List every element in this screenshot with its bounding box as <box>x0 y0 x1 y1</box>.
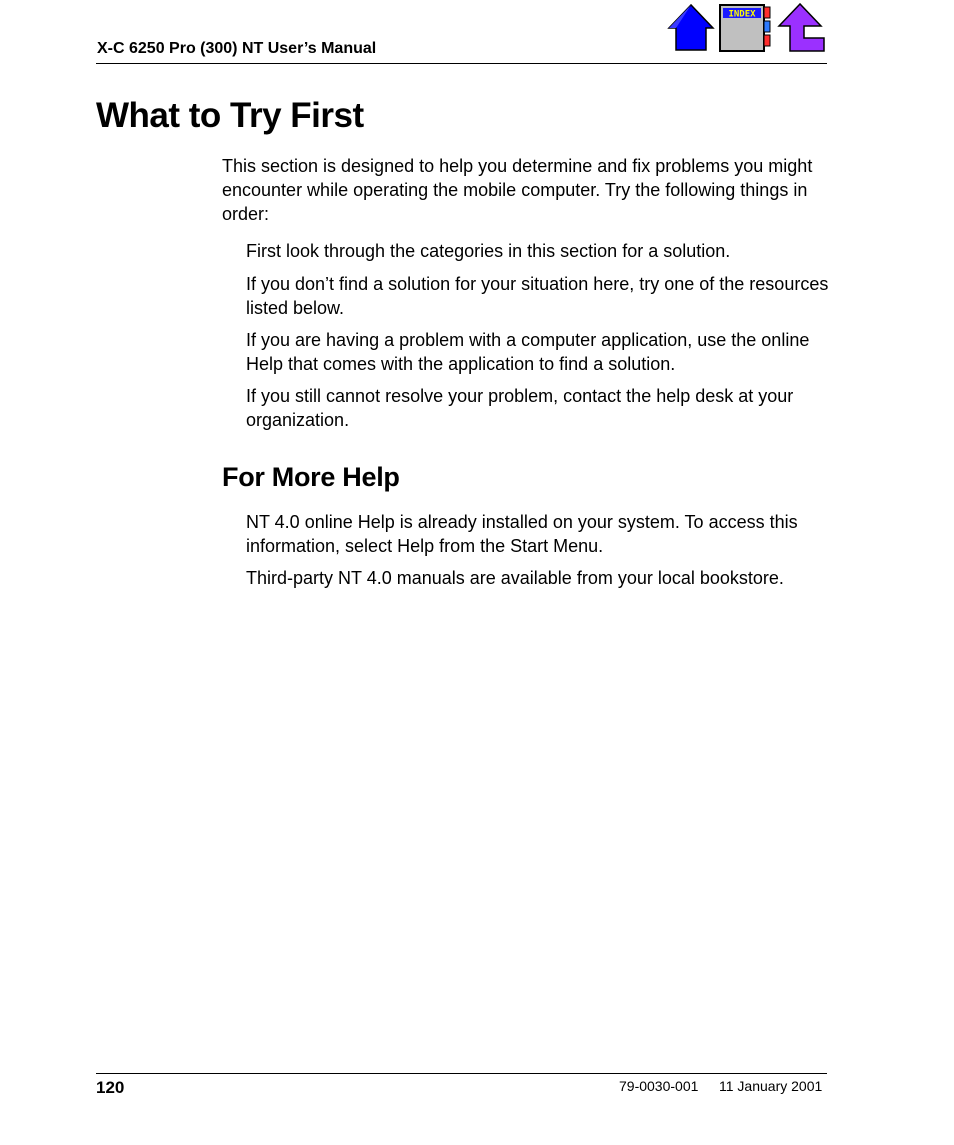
step-item: If you still cannot resolve your problem, contact the help desk at your organization. <box>246 386 794 430</box>
page-title: What to Try First <box>96 96 364 135</box>
manual-title: X-C 6250 Pro (300) NT User’s Manual <box>97 40 377 57</box>
help-item: NT 4.0 online Help is already installed on your system. To access this information, select Help from the Start Menu. <box>246 512 798 556</box>
intro-paragraph: This section is designed to help you determine and fix problems you might encounter while operating the mobile computer. Try the following things in order: <box>222 156 813 224</box>
step-item: If you are having a problem with a computer application, use the online Help that comes with the application to find a solution. <box>246 330 810 374</box>
step-item: If you don’t find a solution for your situation here, try one of the resources listed below. <box>246 274 829 318</box>
index-label: INDEX <box>728 9 756 20</box>
document-id: 79-0030-001 <box>619 1078 699 1094</box>
index-icon[interactable] <box>718 2 772 54</box>
help-item: Third-party NT 4.0 manuals are available from your local bookstore. <box>246 568 784 588</box>
footer-divider <box>96 1073 827 1074</box>
document-date: 11 January 2001 <box>719 1078 823 1094</box>
header-divider <box>96 63 827 64</box>
page-number: 120 <box>96 1078 125 1097</box>
back-icon[interactable] <box>776 2 826 54</box>
home-icon[interactable] <box>666 2 716 54</box>
step-item: First look through the categories in this section for a solution. <box>246 241 731 261</box>
section-heading-more-help: For More Help <box>222 462 400 492</box>
